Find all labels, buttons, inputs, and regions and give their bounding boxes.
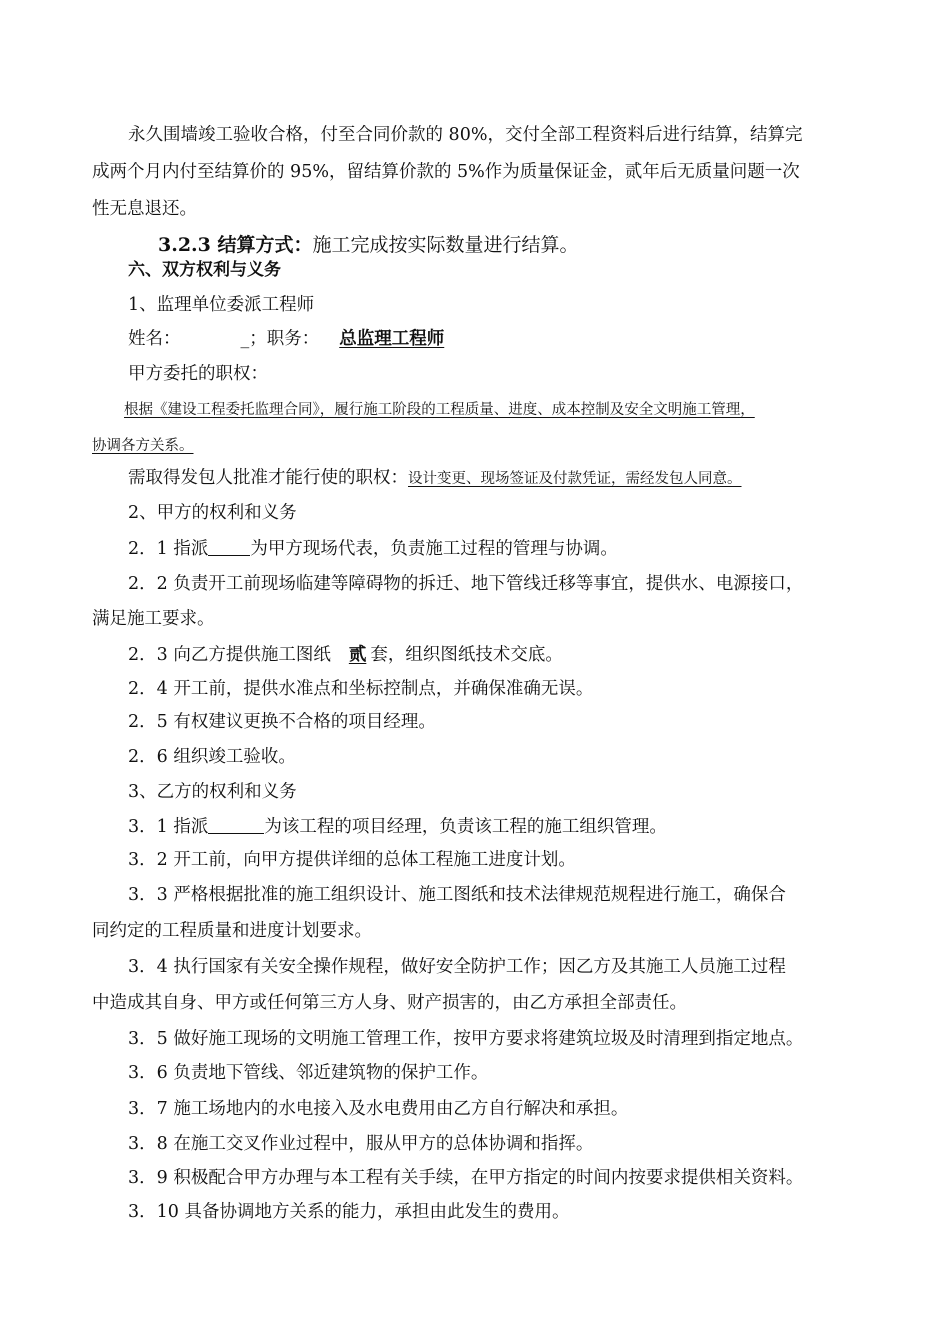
item-text: 3．1 指派 [128,817,209,837]
approval-line [128,466,742,491]
drawing-set-count: 贰 [348,645,367,665]
list-item [128,537,618,561]
item-text: 为该工程的项目经理，负责该工程的施工组织管理。 [264,817,667,837]
subsection-title: 2、甲方的权利和义务 [128,503,297,523]
list-item: 3．2 开工前，向甲方提供详细的总体工程施工进度计划。 [128,850,576,870]
blank-field [208,815,264,834]
paragraph-line: 永久围墙竣工验收合格，付至合同价款的 80%，交付全部工程资料后进行结算，结算完 [128,125,803,145]
list-item: 3．9 积极配合甲方办理与本工程有关手续，在甲方指定的时间内按要求提供相关资料。 [128,1168,804,1188]
item-text: 套，组织图纸技术交底。 [370,645,563,665]
list-item: 3．8 在施工交叉作业过程中，服从甲方的总体协调和指挥。 [128,1134,594,1154]
list-item: 3．5 做好施工现场的文明施工管理工作，按甲方要求将建筑垃圾及时清理到指定地点。 [128,1029,804,1049]
list-item: 3．4 执行国家有关安全操作规程，做好安全防护工作；因乙方及其施工人员施工过程 [128,957,786,977]
list-item: 中造成其自身、甲方或任何第三方人身、财产损害的，由乙方承担全部责任。 [92,993,687,1013]
engineer-name-line [128,327,464,351]
item-text: 2．3 向乙方提供施工图纸 [128,645,331,665]
list-item: 同约定的工程质量和进度计划要求。 [92,921,372,941]
list-item [128,643,563,667]
authority-text-line: 协调各方关系。 [92,438,194,454]
section-title-6: 六、双方权利与义务 [128,260,281,280]
list-item: 3．10 具备协调地方关系的能力，承担由此发生的费用。 [128,1202,570,1222]
section-label: 3.2.3 结算方式： [158,234,313,256]
approval-text: 设计变更、现场签证及付款凭证，需经发包人同意。 [408,471,742,487]
list-item: 满足施工要求。 [92,609,215,629]
list-item: 2．5 有权建议更换不合格的项目经理。 [128,712,436,732]
item-text: 为甲方现场代表，负责施工过程的管理与协调。 [250,539,618,559]
authority-text-line: 根据《建设工程委托监理合同》，履行施工阶段的工程质量、进度、成本控制及安全文明施工管理， [124,402,755,418]
list-item: 3．6 负责地下管线、邻近建筑物的保护工作。 [128,1063,489,1083]
blank-field [208,537,250,556]
subsection-title: 3、乙方的权利和义务 [128,782,297,802]
list-item: 3．7 施工场地内的水电接入及水电费用由乙方自行解决和承担。 [128,1099,629,1119]
section-text: 施工完成按实际数量进行结算。 [312,234,579,256]
approval-label: 需取得发包人批准才能行使的职权： [128,468,408,488]
paragraph-line: 成两个月内付至结算价的 95%，留结算价款的 5%作为质量保证金，贰年后无质量问题一次 [92,162,800,182]
position-value: 总监理工程师 [339,329,445,349]
list-item [128,815,667,839]
paragraph-line: 性无息退还。 [92,199,197,219]
list-item: 2．4 开工前，提供水准点和坐标控制点，并确保准确无误。 [128,679,594,699]
subsection-title: 1、监理单位委派工程师 [128,295,315,315]
item-text: 2．1 指派 [128,539,209,559]
section-3-2-3 [158,232,579,258]
list-item: 2．6 组织竣工验收。 [128,747,296,767]
list-item: 2．2 负责开工前现场临建等障碍物的拆迁、地下管线迁移等事宜，提供水、电源接口， [128,574,804,594]
position-label: _；职务： [240,329,320,349]
authority-label: 甲方委托的职权： [128,364,268,384]
list-item: 3．3 严格根据批准的施工组织设计、施工图纸和技术法律规范规程进行施工，确保合 [128,885,786,905]
name-label: 姓名： [128,329,181,349]
